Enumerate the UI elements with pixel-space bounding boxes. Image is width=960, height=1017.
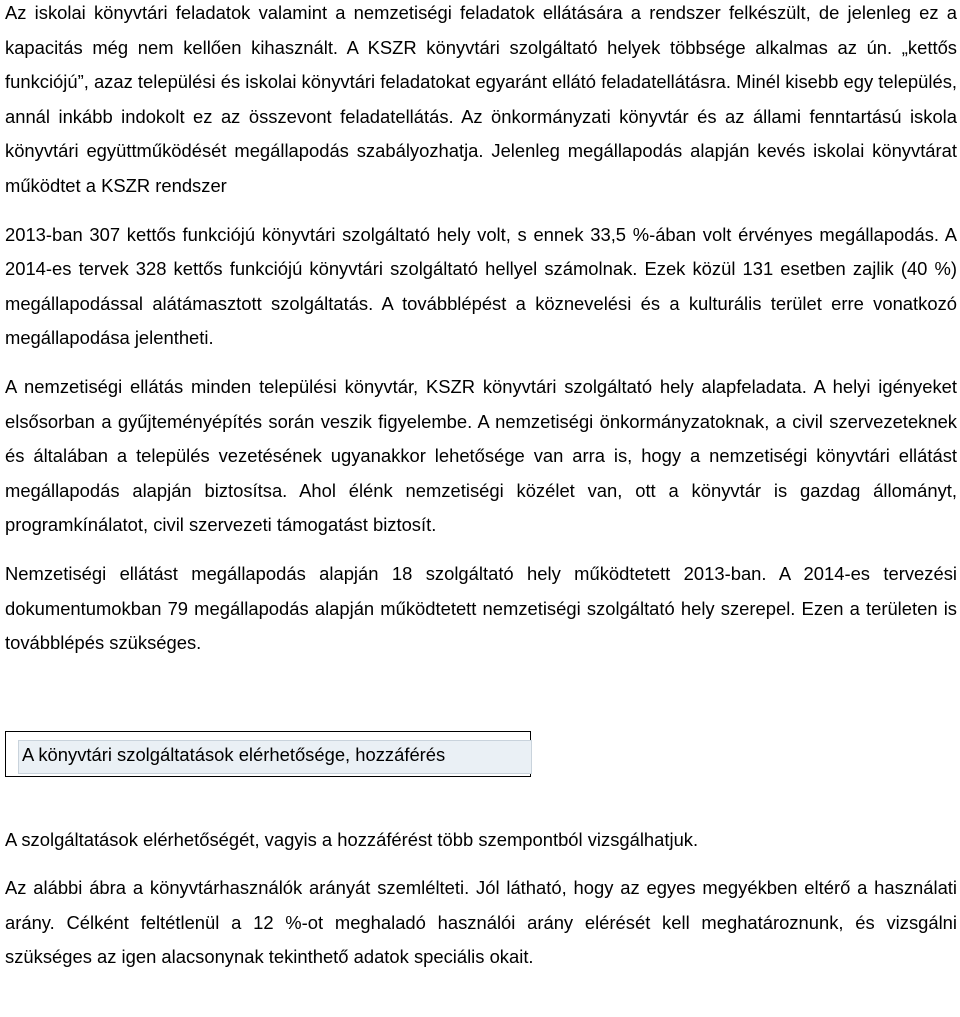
paragraph-nationality-agreements: Nemzetiségi ellátást megállapodás alapján 18 szolgáltató hely működtetett 2013-ban. A 2014-es tervezési dokumentumokban 79 megállapodás alapján működtetett nemzetiségi szolgáltató hely szerepel. Ezen a területen is továbblépés szükséges. <box>5 562 957 654</box>
paragraph-access-intro: A szolgáltatások elérhetőségét, vagyis a hozzáférést több szempontból vizsgálhatjuk. <box>5 828 699 850</box>
document-page <box>5 0 957 975</box>
paragraph-usage-ratio: Az alábbi ábra a könyvtárhasználók arányát szemlélteti. Jól látható, hogy az egyes megyékben eltérő a használati arány. Célként feltétlenül a 12 %-ot meghaladó használói arány elérését kell meghatároznunk, és vizsgálni szükséges az igen alacsonynak tekinthető adatok speciális okait. <box>5 877 957 968</box>
section-heading: A könyvtári szolgáltatások elérhetősége, hozzáférés <box>22 743 446 765</box>
paragraph-school-library: Az iskolai könyvtári feladatok valamint a nemzetiségi feladatok ellátására a rendszer felkészült, de jelenleg ez a kapacitás még nem kellően kihasznált. A KSZR könyvtári szolgáltató helyek többsége alkalmas az ún. „kettős funkciójú”, azaz települési és iskolai könyvtári feladatokat egyaránt ellátó feladatellátásra. Minél kisebb egy település, annál inkább indokolt ez az összevont feladatellátás. Az önkormányzati könyvtár és az állami fenntartású iskola könyvtári együttműködését megállapodás szabályozhatja. Jelenleg megállapodás alapján kevés iskolai könyvtárat működtet a KSZR rendszer <box>5 2 957 196</box>
section-heading-frame <box>5 731 531 777</box>
paragraph-2013-statistics: 2013-ban 307 kettős funkciójú könyvtári szolgáltató hely volt, s ennek 33,5 %-ában volt érvényes megállapodás. A 2014-es tervek 328 kettős funkciójú könyvtári szolgáltató hellyel számolnak. Ezek közül 131 esetben zajlik (40 %) megállapodással alátámasztott szolgáltatás. A továbblépést a köznevelési és a kulturális terület erre vonatkozó megállapodása jelentheti. <box>5 223 957 349</box>
paragraph-nationality-service: A nemzetiségi ellátás minden települési könyvtár, KSZR könyvtári szolgáltató hely alapfeladata. A helyi igényeket elsősorban a gyűjteményépítés során veszik figyelembe. A nemzetiségi önkormányzatoknak, a civil szervezeteknek és általában a település vezetésének ugyanakkor lehetősége van arra is, hogy a nemzetiségi könyvtári ellátást megállapodás alapján biztosítsa. Ahol élénk nemzetiségi közélet van, ott a könyvtár is gazdag állományt, programkínálatot, civil szervezeti támogatást biztosít. <box>5 375 957 536</box>
